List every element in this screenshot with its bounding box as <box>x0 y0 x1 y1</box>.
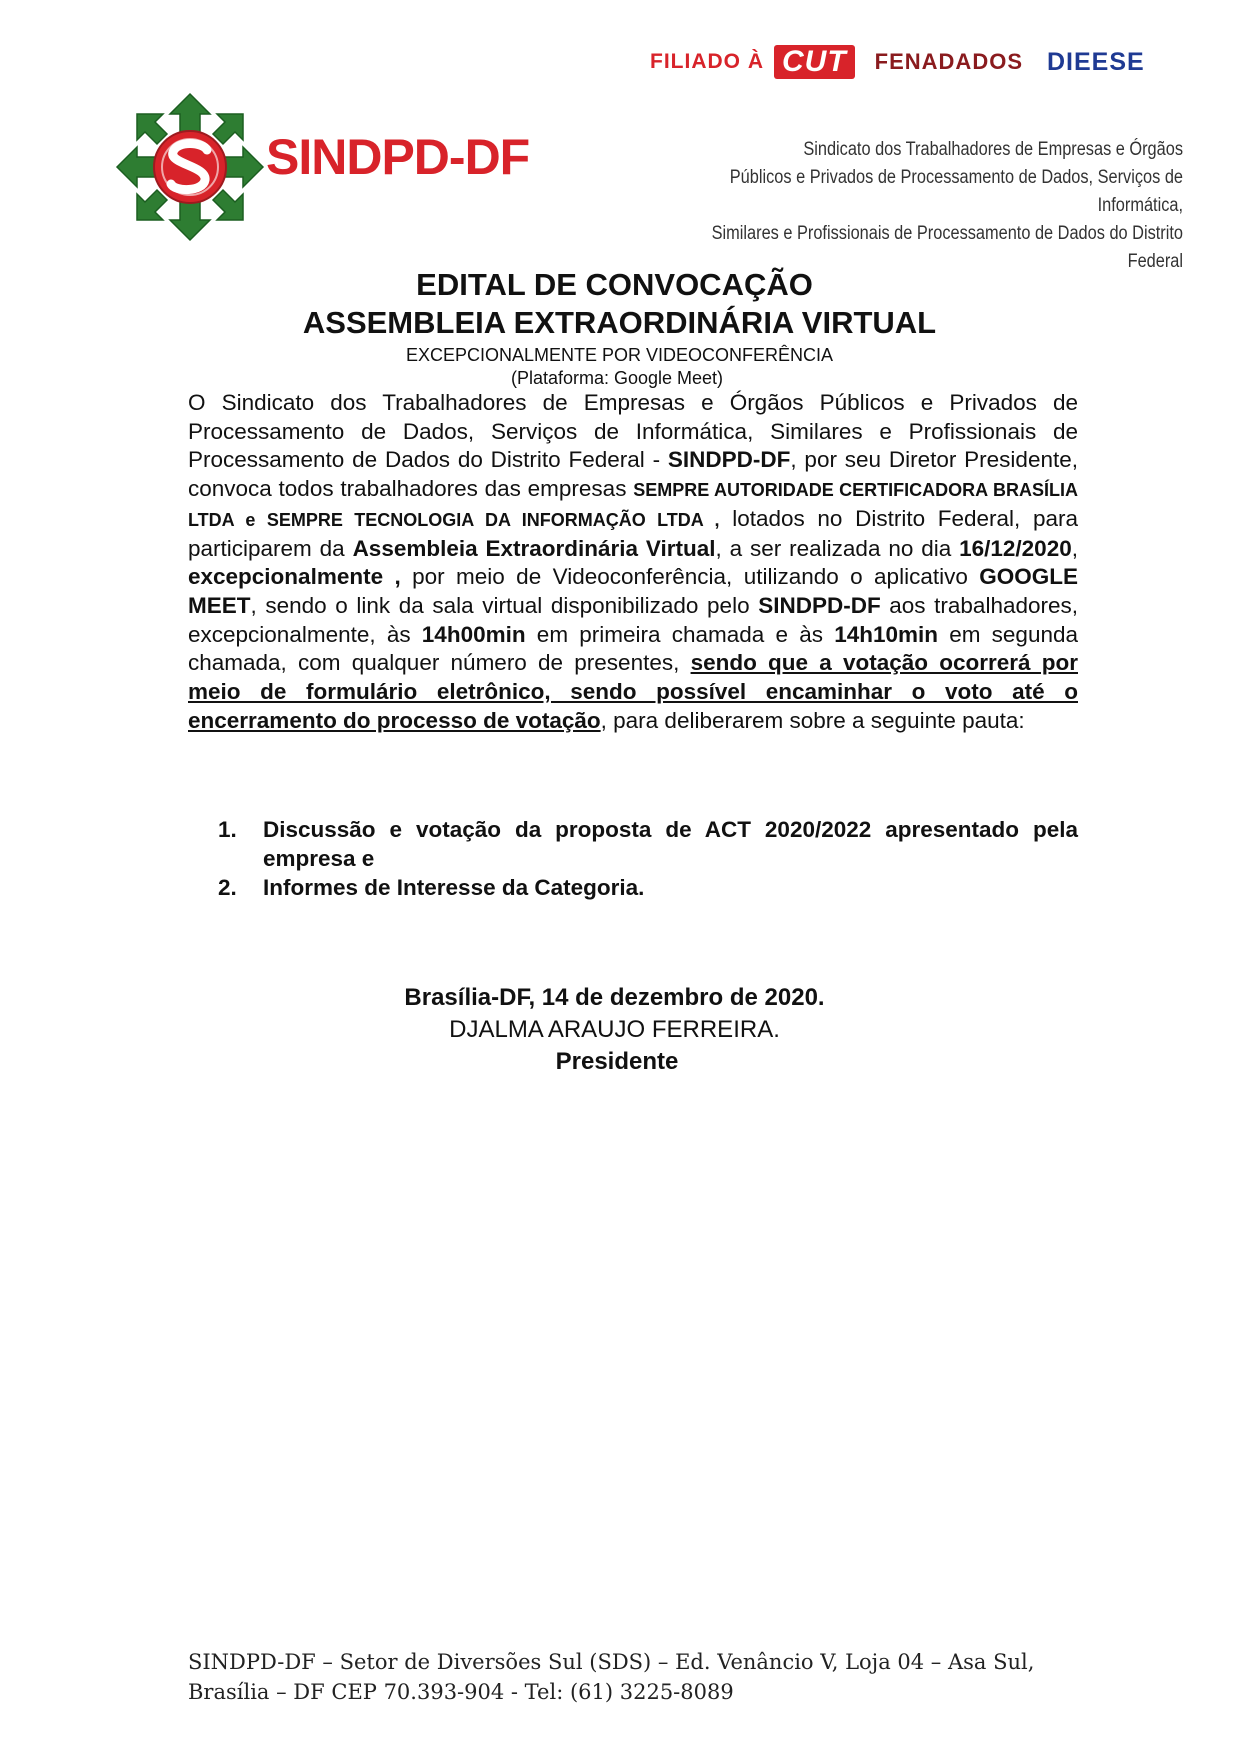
agenda-item <box>218 815 1078 873</box>
agenda-item <box>218 873 1078 902</box>
cut-logo: CUT <box>774 45 855 79</box>
convocation-paragraph <box>188 389 1078 735</box>
document-titles <box>0 266 1239 390</box>
body-text-segment: , para deliberarem sobre a seguinte pauta: <box>600 707 1025 733</box>
body-text-segment: em primeira chamada e às <box>525 621 835 647</box>
union-acronym: SINDPD-DF <box>667 447 791 473</box>
subtitle-videoconference: EXCEPCIONALMENTE POR VIDEOCONFERÊNCIA <box>405 345 834 365</box>
dieese-logo: DIEESE <box>1047 47 1145 76</box>
signatory-role: Presidente <box>555 1048 679 1075</box>
place-date: Brasília-DF, 14 de dezembro de 2020. <box>404 984 825 1011</box>
body-text-segment: , sendo o link da sala virtual disponibilizado pelo <box>250 592 759 618</box>
voting-notice: sendo que a votação ocorrerá por meio de formulário eletrônico, sendo possível encaminhar o voto até o encerramento do processo de votação <box>188 650 1078 733</box>
union-acronym: SINDPD-DF <box>758 592 881 618</box>
body-text-segment: aos trabalhadores, excepcionalmente, às <box>188 592 1079 647</box>
affiliation-label: FILIADO À <box>650 50 764 73</box>
footer-line: SINDPD-DF – Setor de Diversões Sul (SDS) – Ed. Venâncio V, Loja 04 – Asa Sul, <box>188 1650 1035 1674</box>
brand-name: SINDPD-DF <box>266 129 530 185</box>
title-main: EDITAL DE CONVOCAÇÃO <box>416 267 813 302</box>
body-text-segment: por meio de Videoconferência, utilizando o aplicativo <box>400 564 980 590</box>
second-call-time: 14h10min <box>834 621 938 647</box>
fenadados-logo: FENADADOS <box>874 49 1023 74</box>
title-secondary: ASSEMBLEIA EXTRAORDINÁRIA VIRTUAL <box>302 305 937 340</box>
body-text-segment: em segunda chamada, com qualquer número de presentes, <box>188 621 1078 676</box>
union-name-line: Similares e Profissionais de Processamento de Dados do Distrito Federal <box>711 223 1183 272</box>
union-name-line: Sindicato dos Trabalhadores de Empresas e Órgãos <box>803 139 1183 160</box>
union-full-name <box>701 136 1183 276</box>
union-name-line: Públicos e Privados de Processamento de Dados, Serviços de Informática, <box>729 167 1183 216</box>
app-name: GOOGLE MEET <box>188 564 1079 618</box>
body-text-segment: , a ser realizada no dia <box>715 535 960 561</box>
subtitle-platform: (Plataforma: Google Meet) <box>510 368 724 388</box>
signature-block <box>0 982 1239 1078</box>
sindpd-emblem-icon <box>115 92 265 242</box>
body-text-segment: , <box>1071 535 1078 561</box>
company-names: SEMPRE AUTORIDADE CERTIFICADORA BRASÍLIA LTDA e SEMPRE TECNOLOGIA DA INFORMAÇÃO LTDA , <box>188 480 1078 530</box>
affiliation-logos <box>650 42 1195 82</box>
agenda-item-number: 1. <box>218 817 237 842</box>
agenda-list <box>218 815 1078 902</box>
body-text-segment: , por seu Diretor Presidente, convoca todos trabalhadores das empresas <box>188 447 1078 502</box>
exceptional-note: excepcionalmente , <box>188 564 401 590</box>
agenda-item-text: Discussão e votação da proposta de ACT 2020/2022 apresentado pela empresa e <box>263 817 1078 871</box>
footer-line: Brasília – DF CEP 70.393-904 - Tel: (61) 3225-8089 <box>188 1680 734 1704</box>
assembly-date: 16/12/2020 <box>959 535 1072 561</box>
agenda-item-number: 2. <box>218 875 237 900</box>
first-call-time: 14h00min <box>421 621 526 647</box>
assembly-name: Assembleia Extraordinária Virtual <box>352 535 716 561</box>
agenda-item-text: Informes de Interesse da Categoria. <box>263 875 645 900</box>
footer-address <box>188 1647 1088 1707</box>
signatory-name: DJALMA ARAUJO FERREIRA. <box>449 1016 780 1043</box>
body-text-segment: O Sindicato dos Trabalhadores de Empresas e Órgãos Públicos e Privados de Processamento de Dados, Serviços de Informática, Similares e Profissionais de Processamento de Dados do Distrito Federal - <box>188 390 1078 473</box>
body-text-segment: lotados no Distrito Federal, para participarem da <box>188 505 1078 561</box>
